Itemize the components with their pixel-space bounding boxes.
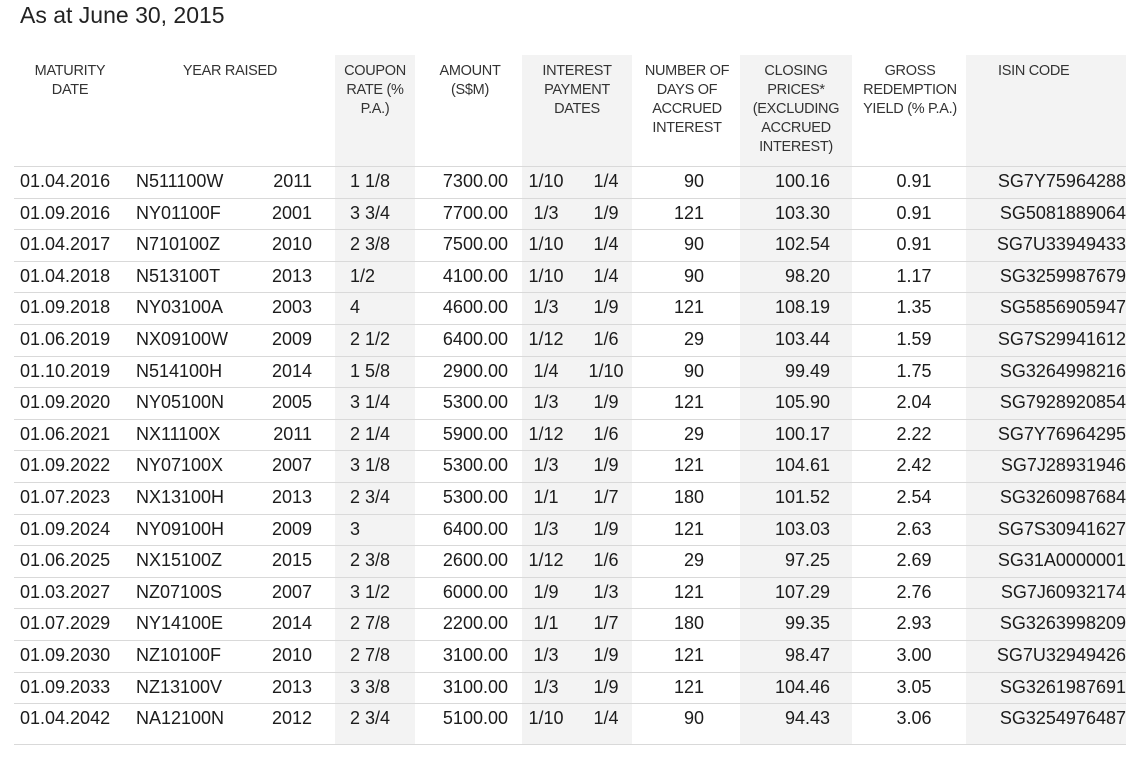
cell-amount: 4100.00 — [442, 265, 508, 286]
cell-year-raised: 2007 — [271, 581, 312, 602]
table-row — [14, 198, 1126, 231]
cell-payment-date-1: 1/10 — [528, 265, 564, 286]
table-row — [14, 229, 1126, 262]
cell-gross-yield: 2.63 — [896, 518, 932, 539]
table-row — [14, 261, 1126, 294]
cell-coupon-rate: 1 1/8 — [350, 171, 391, 191]
cell-bond-code: NX15100Z — [136, 550, 223, 571]
cell-isin-code: SG7U32949426 — [996, 645, 1126, 665]
table-row — [14, 545, 1126, 578]
cell-days-accrued: 29 — [683, 329, 704, 349]
cell-bond-code: N511100W — [136, 171, 224, 191]
cell-year-raised: 2003 — [271, 297, 312, 318]
cell-amount: 5900.00 — [442, 423, 508, 444]
cell-year-raised: 2013 — [271, 487, 312, 507]
cell-payment-date-2: 1/3 — [593, 581, 619, 602]
cell-closing-price: 102.54 — [774, 234, 830, 255]
cell-bond-code: NZ07100S — [136, 581, 223, 602]
cell-payment-date-2: 1/9 — [593, 297, 619, 318]
cell-payment-date-2: 1/4 — [593, 171, 619, 191]
table-row — [14, 356, 1126, 389]
cell-amount: 5300.00 — [442, 392, 508, 413]
cell-payment-date-1: 1/1 — [533, 613, 559, 634]
cell-days-accrued: 121 — [673, 392, 704, 413]
cell-payment-date-2: 1/7 — [593, 613, 619, 634]
cell-payment-date-2: 1/4 — [593, 708, 619, 729]
cell-bond-code: NY01100F — [136, 202, 221, 223]
cell-gross-yield: 0.91 — [896, 171, 932, 191]
cell-payment-date-1: 1/3 — [533, 676, 559, 697]
cell-payment-date-1: 1/3 — [533, 455, 559, 476]
cell-year-raised: 2010 — [271, 645, 312, 665]
cell-amount: 6400.00 — [442, 329, 508, 349]
header-maturity-date: MATURITY DATE — [34, 63, 106, 98]
cell-isin-code: SG3263998209 — [999, 613, 1126, 634]
cell-payment-date-1: 1/12 — [528, 423, 564, 444]
cell-days-accrued: 90 — [683, 171, 704, 191]
cell-year-raised: 2007 — [271, 455, 312, 476]
cell-coupon-rate: 1/2 — [350, 265, 376, 286]
cell-maturity-date: 01.04.2017 — [20, 234, 111, 255]
cell-payment-date-2: 1/9 — [593, 645, 619, 665]
cell-amount: 6000.00 — [442, 581, 508, 602]
cell-days-accrued: 29 — [683, 550, 704, 571]
cell-year-raised: 2009 — [271, 518, 312, 539]
cell-coupon-rate: 3 1/2 — [350, 581, 391, 602]
cell-coupon-rate: 2 7/8 — [350, 613, 391, 634]
cell-coupon-rate: 2 3/4 — [350, 708, 391, 729]
cell-year-raised: 2014 — [271, 360, 312, 381]
table-row — [14, 166, 1126, 199]
cell-isin-code: SG3264998216 — [999, 360, 1126, 381]
cell-bond-code: NX11100X — [136, 423, 221, 444]
cell-coupon-rate: 3 3/4 — [350, 202, 391, 223]
cell-days-accrued: 121 — [673, 202, 704, 223]
cell-payment-date-1: 1/10 — [528, 708, 564, 729]
cell-coupon-rate: 4 — [350, 297, 361, 318]
cell-maturity-date: 01.04.2018 — [20, 265, 111, 286]
cell-payment-date-1: 1/3 — [533, 518, 559, 539]
cell-payment-date-1: 1/3 — [533, 297, 559, 318]
cell-payment-date-1: 1/10 — [528, 171, 564, 191]
table-row — [14, 482, 1126, 515]
cell-closing-price: 103.44 — [774, 329, 830, 349]
cell-amount: 7500.00 — [442, 234, 508, 255]
cell-days-accrued: 180 — [673, 487, 704, 507]
cell-gross-yield: 0.91 — [896, 202, 932, 223]
cell-amount: 3100.00 — [442, 676, 508, 697]
cell-amount: 7300.00 — [442, 171, 508, 191]
cell-isin-code: SG5081889064 — [999, 202, 1126, 223]
cell-bond-code: NX09100W — [136, 329, 229, 349]
table-row — [14, 387, 1126, 420]
cell-payment-date-2: 1/4 — [593, 234, 619, 255]
header-amount: AMOUNT (S$M) — [439, 63, 501, 98]
cell-payment-date-1: 1/3 — [533, 645, 559, 665]
cell-amount: 5300.00 — [442, 487, 508, 507]
header-year-raised: YEAR RAISED — [182, 63, 278, 79]
cell-payment-date-1: 1/12 — [528, 550, 564, 571]
cell-days-accrued: 90 — [683, 360, 704, 381]
cell-maturity-date: 01.04.2016 — [20, 171, 111, 191]
header-isin-code: ISIN CODE — [998, 63, 1070, 79]
cell-coupon-rate: 3 — [350, 518, 361, 539]
cell-year-raised: 2005 — [271, 392, 312, 413]
header-coupon-rate: COUPON RATE (% P.A.) — [344, 63, 406, 117]
cell-coupon-rate: 2 7/8 — [350, 645, 391, 665]
cell-bond-code: NX13100H — [136, 487, 225, 507]
cell-closing-price: 97.25 — [784, 550, 830, 571]
cell-payment-date-1: 1/12 — [528, 329, 564, 349]
cell-coupon-rate: 2 3/8 — [350, 234, 391, 255]
cell-closing-price: 104.46 — [774, 676, 830, 697]
cell-maturity-date: 01.10.2019 — [20, 360, 111, 381]
cell-bond-code: N710100Z — [136, 234, 221, 255]
cell-payment-date-2: 1/6 — [593, 550, 619, 571]
cell-isin-code: SG7Y75964288 — [997, 171, 1126, 191]
cell-isin-code: SG3259987679 — [999, 265, 1126, 286]
cell-maturity-date: 01.04.2042 — [20, 708, 111, 729]
cell-payment-date-2: 1/9 — [593, 392, 619, 413]
cell-closing-price: 98.20 — [784, 265, 830, 286]
cell-maturity-date: 01.06.2025 — [20, 550, 111, 571]
cell-payment-date-2: 1/9 — [593, 676, 619, 697]
cell-bond-code: N514100H — [136, 360, 223, 381]
cell-bond-code: NA12100N — [136, 708, 225, 729]
cell-amount: 5300.00 — [442, 455, 508, 476]
cell-days-accrued: 121 — [673, 645, 704, 665]
cell-closing-price: 108.19 — [774, 297, 830, 318]
cell-isin-code: SG7Y76964295 — [997, 423, 1126, 444]
table-row — [14, 703, 1126, 736]
cell-payment-date-1: 1/3 — [533, 202, 559, 223]
cell-amount: 2600.00 — [442, 550, 508, 571]
cell-gross-yield: 2.69 — [896, 550, 932, 571]
cell-bond-code: NY05100N — [136, 392, 225, 413]
cell-closing-price: 100.17 — [774, 423, 830, 444]
cell-bond-code: NY14100E — [136, 613, 224, 634]
cell-coupon-rate: 3 3/8 — [350, 676, 391, 697]
cell-days-accrued: 121 — [673, 455, 704, 476]
table-row — [14, 577, 1126, 610]
page-title: As at June 30, 2015 — [20, 2, 225, 28]
cell-bond-code: NY03100A — [136, 297, 224, 318]
cell-closing-price: 107.29 — [774, 581, 830, 602]
cell-year-raised: 2010 — [271, 234, 312, 255]
cell-amount: 6400.00 — [442, 518, 508, 539]
cell-year-raised: 2015 — [271, 550, 312, 571]
cell-gross-yield: 3.06 — [896, 708, 932, 729]
cell-gross-yield: 1.59 — [896, 329, 932, 349]
cell-isin-code: SG3254976487 — [999, 708, 1126, 729]
cell-payment-date-1: 1/4 — [533, 360, 559, 381]
cell-isin-code: SG31A0000001 — [997, 550, 1126, 571]
cell-payment-date-1: 1/10 — [528, 234, 564, 255]
cell-amount: 4600.00 — [442, 297, 508, 318]
cell-maturity-date: 01.09.2030 — [20, 645, 111, 665]
cell-gross-yield: 3.00 — [896, 645, 932, 665]
cell-bond-code: NZ10100F — [136, 645, 222, 665]
cell-year-raised: 2011 — [273, 423, 312, 444]
cell-year-raised: 2013 — [271, 265, 312, 286]
cell-payment-date-2: 1/6 — [593, 329, 619, 349]
cell-year-raised: 2012 — [271, 708, 312, 729]
table-row — [14, 514, 1126, 547]
cell-maturity-date: 01.09.2018 — [20, 297, 111, 318]
cell-bond-code: NY09100H — [136, 518, 225, 539]
cell-isin-code: SG7S29941612 — [997, 329, 1126, 349]
cell-isin-code: SG7J28931946 — [1000, 455, 1126, 476]
cell-closing-price: 98.47 — [784, 645, 830, 665]
cell-coupon-rate: 2 3/8 — [350, 550, 391, 571]
cell-days-accrued: 29 — [683, 423, 704, 444]
cell-closing-price: 99.35 — [784, 613, 830, 634]
cell-maturity-date: 01.09.2020 — [20, 392, 111, 413]
cell-days-accrued: 121 — [673, 518, 704, 539]
cell-payment-date-1: 1/3 — [533, 392, 559, 413]
table-bottom-rule — [14, 744, 1126, 745]
cell-maturity-date: 01.09.2033 — [20, 676, 111, 697]
cell-payment-date-2: 1/4 — [593, 265, 619, 286]
cell-bond-code: N513100T — [136, 265, 221, 286]
table-row — [14, 292, 1126, 325]
cell-isin-code: SG7U33949433 — [996, 234, 1126, 255]
cell-coupon-rate: 2 1/2 — [350, 329, 391, 349]
cell-maturity-date: 01.09.2024 — [20, 518, 111, 539]
cell-gross-yield: 2.04 — [896, 392, 932, 413]
cell-coupon-rate: 2 1/4 — [350, 423, 391, 444]
cell-maturity-date: 01.07.2023 — [20, 487, 111, 507]
cell-gross-yield: 2.22 — [896, 423, 932, 444]
cell-maturity-date: 01.06.2019 — [20, 329, 111, 349]
cell-closing-price: 101.52 — [774, 487, 830, 507]
cell-isin-code: SG7928920854 — [999, 392, 1126, 413]
table-row — [14, 640, 1126, 673]
cell-bond-code: NZ13100V — [136, 676, 223, 697]
cell-closing-price: 103.30 — [774, 202, 830, 223]
cell-coupon-rate: 3 1/4 — [350, 392, 391, 413]
cell-closing-price: 105.90 — [774, 392, 830, 413]
cell-amount: 2900.00 — [442, 360, 508, 381]
cell-gross-yield: 2.93 — [896, 613, 932, 634]
cell-year-raised: 2014 — [271, 613, 312, 634]
cell-isin-code: SG7J60932174 — [1000, 581, 1126, 602]
table-row — [14, 450, 1126, 483]
cell-payment-date-2: 1/7 — [593, 487, 619, 507]
cell-year-raised: 2013 — [271, 676, 312, 697]
cell-closing-price: 99.49 — [784, 360, 830, 381]
cell-payment-date-1: 1/1 — [533, 487, 559, 507]
header-gross-redemption-yield: GROSS REDEMPTION YIELD (% P.A.) — [863, 63, 957, 117]
cell-isin-code: SG3260987684 — [999, 487, 1126, 507]
cell-maturity-date: 01.07.2029 — [20, 613, 111, 634]
cell-year-raised: 2001 — [271, 202, 312, 223]
cell-gross-yield: 1.17 — [896, 265, 932, 286]
cell-maturity-date: 01.06.2021 — [20, 423, 111, 444]
cell-coupon-rate: 1 5/8 — [350, 360, 391, 381]
cell-days-accrued: 90 — [683, 708, 704, 729]
cell-coupon-rate: 3 1/8 — [350, 455, 391, 476]
cell-days-accrued: 121 — [673, 676, 704, 697]
cell-amount: 3100.00 — [442, 645, 508, 665]
cell-payment-date-2: 1/9 — [593, 202, 619, 223]
cell-days-accrued: 121 — [673, 581, 704, 602]
cell-closing-price: 94.43 — [784, 708, 830, 729]
cell-amount: 7700.00 — [442, 202, 508, 223]
table-row — [14, 608, 1126, 641]
cell-coupon-rate: 2 3/4 — [350, 487, 391, 507]
cell-amount: 5100.00 — [442, 708, 508, 729]
cell-days-accrued: 90 — [683, 265, 704, 286]
header-interest-payment-dates: INTEREST PAYMENT DATES — [542, 63, 612, 117]
table-row — [14, 419, 1126, 452]
header-closing-prices: CLOSING PRICES* (EXCLUDING ACCRUED INTEREST) — [752, 63, 840, 155]
cell-gross-yield: 1.75 — [896, 360, 932, 381]
cell-maturity-date: 01.09.2022 — [20, 455, 111, 476]
table-row — [14, 672, 1126, 705]
cell-year-raised: 2011 — [273, 171, 312, 191]
cell-days-accrued: 121 — [673, 297, 704, 318]
cell-closing-price: 100.16 — [774, 171, 830, 191]
cell-gross-yield: 3.05 — [896, 676, 932, 697]
cell-amount: 2200.00 — [442, 613, 508, 634]
cell-closing-price: 104.61 — [774, 455, 830, 476]
cell-isin-code: SG7S30941627 — [997, 518, 1126, 539]
cell-days-accrued: 180 — [673, 613, 704, 634]
cell-gross-yield: 2.42 — [896, 455, 932, 476]
cell-bond-code: NY07100X — [136, 455, 224, 476]
cell-year-raised: 2009 — [271, 329, 312, 349]
cell-payment-date-2: 1/9 — [593, 455, 619, 476]
table-row — [14, 324, 1126, 357]
cell-maturity-date: 01.09.2016 — [20, 202, 111, 223]
cell-gross-yield: 1.35 — [896, 297, 932, 318]
cell-payment-date-2: 1/6 — [593, 423, 619, 444]
cell-isin-code: SG5856905947 — [999, 297, 1126, 318]
cell-gross-yield: 2.76 — [896, 581, 932, 602]
cell-payment-date-2: 1/9 — [593, 518, 619, 539]
cell-gross-yield: 0.91 — [896, 234, 932, 255]
cell-payment-date-1: 1/9 — [533, 581, 559, 602]
cell-gross-yield: 2.54 — [896, 487, 932, 507]
cell-payment-date-2: 1/10 — [588, 360, 624, 381]
cell-maturity-date: 01.03.2027 — [20, 581, 111, 602]
header-days-accrued: NUMBER OF DAYS OF ACCRUED INTEREST — [644, 63, 730, 136]
cell-days-accrued: 90 — [683, 234, 704, 255]
cell-isin-code: SG3261987691 — [999, 676, 1126, 697]
cell-closing-price: 103.03 — [774, 518, 830, 539]
